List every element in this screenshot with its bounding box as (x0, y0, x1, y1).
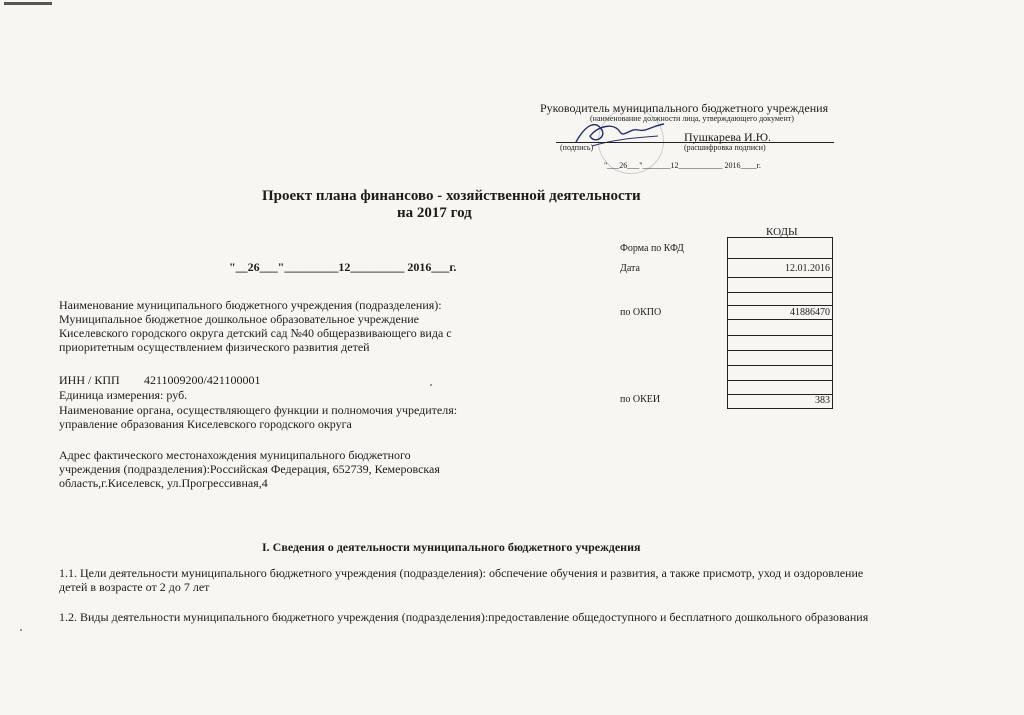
okpo-value: 41886470 (790, 307, 830, 318)
signature-caption: (подпись) (560, 143, 594, 152)
institution-name-line: Киселевского городского округа детский сад №40 общеразвивающего вида с (59, 326, 452, 340)
form-kfd-label: Форма по КФД (620, 243, 684, 254)
okei-value: 383 (815, 395, 830, 406)
section-paragraph-2: 1.2. Виды деятельности муниципального бюджетного учреждения (подразделения):предоставление общедоступного и бесплатного дошкольного образования (59, 610, 869, 624)
inn-value: 4211009200/421100001 (144, 373, 261, 387)
founder-value: управление образования Киселевского городского округа (59, 417, 352, 431)
inn-label: ИНН / КПП (59, 373, 120, 387)
scan-mark (4, 2, 52, 5)
section-paragraph-1: 1.1. Цели деятельности муниципального бюджетного учреждения (подразделения): обспечение обучения и развития, а также присмотр, уход и оздоровление (59, 566, 864, 580)
section-title: I. Сведения о деятельности муниципального бюджетного учреждения (262, 540, 641, 554)
signer-name: Пушкарева И.Ю. (684, 130, 772, 144)
institution-name-line: Муниципальное бюджетное дошкольное образовательное учреждение (59, 312, 419, 326)
institution-name-line: приоритетным осуществлением физического развития детей (59, 340, 370, 354)
date-value: 12.01.2016 (785, 263, 830, 274)
unit-of-measure: Единица измерения: руб. (59, 388, 188, 402)
document-year: на 2017 год (397, 205, 472, 221)
address-line: область,г.Киселевск, ул.Прогрессивная,4 (59, 476, 268, 490)
okei-label: по ОКЕИ (620, 394, 661, 405)
name-caption: (расшифровка подписи) (684, 143, 766, 152)
position-caption: (наименование должности лица, утверждающего документ) (590, 114, 794, 123)
document-date: "__26___"_________12_________ 2016___г. (229, 260, 457, 274)
address-line: учреждения (подразделения):Российская Федерация, 652739, Кемеровская (59, 462, 440, 476)
document-title: Проект плана финансово - хозяйственной деятельности (262, 188, 641, 204)
section-paragraph-1-cont: детей в возрасте от 2 до 7 лет (59, 580, 210, 594)
address-line: Адрес фактического местонахождения муниципального бюджетного (59, 448, 411, 462)
approval-date: "___26___"_______12___________ 2016____г. (604, 161, 761, 170)
approval-title: Руководитель муниципального бюджетного учреждения (540, 101, 829, 115)
date-label: Дата (620, 263, 640, 274)
institution-label: Наименование муниципального бюджетного учреждения (подразделения): (59, 298, 442, 312)
codes-header: КОДЫ (766, 226, 798, 238)
codes-table (727, 237, 833, 409)
okpo-label: по ОКПО (620, 307, 662, 318)
scan-speck (430, 384, 432, 386)
founder-label: Наименование органа, осуществляющего функции и полномочия учредителя: (59, 403, 458, 417)
scan-speck (20, 629, 22, 631)
